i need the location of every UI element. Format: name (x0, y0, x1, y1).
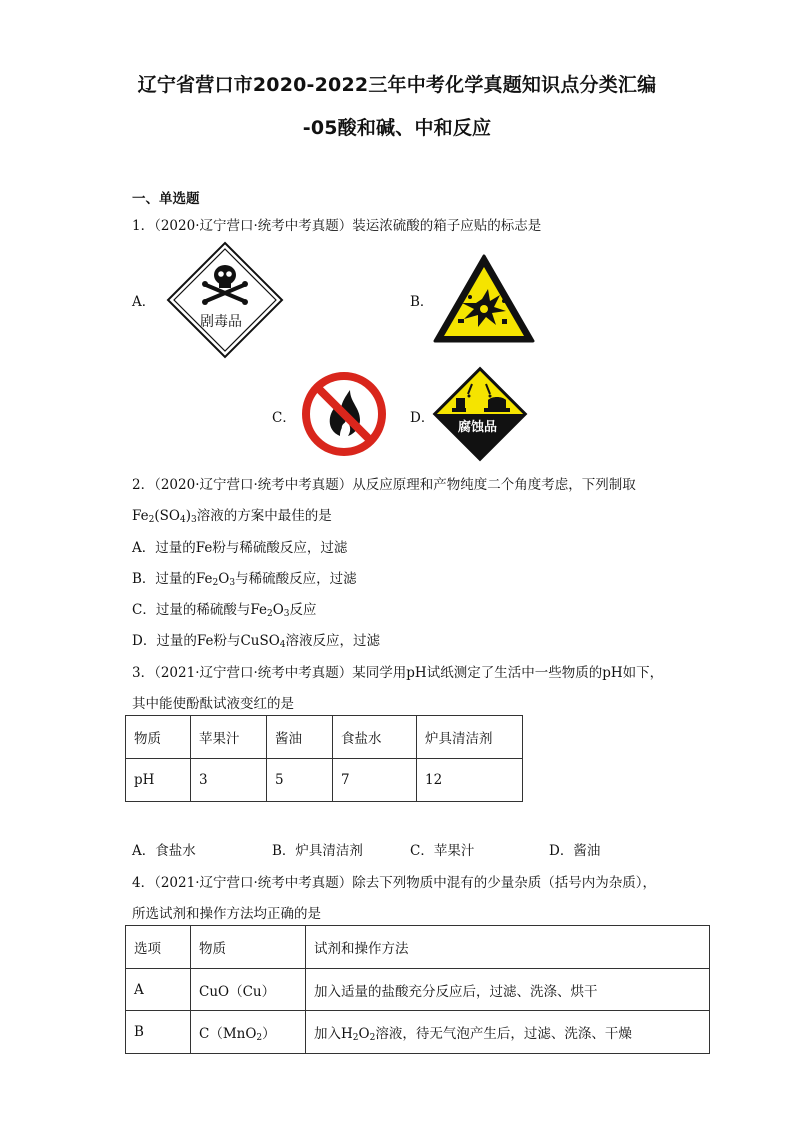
table-row (126, 969, 710, 1011)
toxic-skull-sign-icon (166, 241, 284, 359)
table-cell: B (126, 1011, 191, 1054)
corrosive-sign-icon (432, 366, 528, 462)
table-cell: 加入适量的盐酸充分反应后，过滤、洗涤、烘干 (306, 969, 710, 1011)
table-cell: 炉具清洁剂 (417, 716, 523, 759)
question-2-stem-line2: $Fe_2(SO_4)_3$溶液的方案中最佳的是 (132, 508, 332, 525)
q2-option-d: D．过量的Fe粉与CuSO$_4$溶液反应，过滤 (132, 633, 381, 650)
table-cell: 7 (333, 759, 417, 802)
ph-table (125, 715, 523, 802)
q2-option-c: C．过量的稀硫酸与$Fe_2O_3$反应 (132, 602, 317, 619)
table-cell: 选项 (126, 926, 191, 969)
table-row (126, 759, 523, 802)
corrosive-sign-label: 腐蚀品 (458, 420, 498, 435)
table-cell: 加入$H_2O_2$溶液，待无气泡产生后，过滤、洗涤、干燥 (306, 1011, 710, 1054)
question-4-stem-line1: 4．（2021·辽宁营口·统考中考真题）除去下列物质中混有的少量杂质（括号内为杂质）， (132, 875, 657, 891)
question-2-stem-line1: 2．（2020·辽宁营口·统考中考真题）从反应原理和产物纯度二个角度考虑，下列制取 (132, 477, 636, 493)
table-header-row (126, 716, 523, 759)
table-cell: 酱油 (267, 716, 333, 759)
section-heading: 一、单选题 (132, 191, 200, 207)
toxic-sign-label: 剧毒品 (200, 314, 242, 330)
q1-option-a-label: A． (132, 294, 156, 310)
q1-option-d-label: D． (410, 410, 435, 426)
table-cell: CuO（Cu） (191, 969, 306, 1011)
table-cell: 食盐水 (333, 716, 417, 759)
table-cell: 物质 (126, 716, 191, 759)
q1-option-c-label: C． (272, 410, 296, 426)
q3-choice-b: B．炉具清洁剂 (272, 843, 363, 859)
q3-choice-c: C．苹果汁 (410, 843, 475, 859)
no-fire-sign-icon (300, 370, 388, 458)
table-cell: 试剂和操作方法 (306, 926, 710, 969)
table-cell: 5 (267, 759, 333, 802)
question-1-stem: 1．（2020·辽宁营口·统考中考真题）装运浓硫酸的箱子应贴的标志是 (132, 218, 542, 234)
table-cell: 物质 (191, 926, 306, 969)
table-header-row (126, 926, 710, 969)
q3-choice-d: D．酱油 (549, 843, 601, 859)
document-title-line1: 辽宁省营口市2020-2022三年中考化学真题知识点分类汇编 (137, 74, 657, 96)
table-cell: A (126, 969, 191, 1011)
q2-option-a: A．过量的Fe粉与稀硫酸反应，过滤 (132, 540, 348, 556)
document-title-line2: -05酸和碱、中和反应 (302, 117, 492, 139)
question-3-stem-line1: 3．（2021·辽宁营口·统考中考真题）某同学用pH试纸测定了生活中一些物质的pH如下， (132, 665, 664, 681)
question-4-stem-line2: 所选试剂和操作方法均正确的是 (132, 906, 321, 922)
q1-option-b-label: B． (410, 294, 434, 310)
q2-option-b: B．过量的$Fe_2O_3$与稀硫酸反应，过滤 (132, 571, 357, 588)
table-row (126, 1011, 710, 1054)
question-3-stem-line2: 其中能使酚酞试液变红的是 (132, 696, 294, 712)
table-cell: 12 (417, 759, 523, 802)
table-cell: 苹果汁 (191, 716, 267, 759)
table-cell: pH (126, 759, 191, 802)
table-cell: C（MnO$_2$） (191, 1011, 306, 1054)
table-cell: 3 (191, 759, 267, 802)
impurity-table (125, 925, 710, 1054)
explosive-warning-sign-icon (432, 253, 536, 345)
q3-choice-a: A．食盐水 (132, 843, 196, 859)
